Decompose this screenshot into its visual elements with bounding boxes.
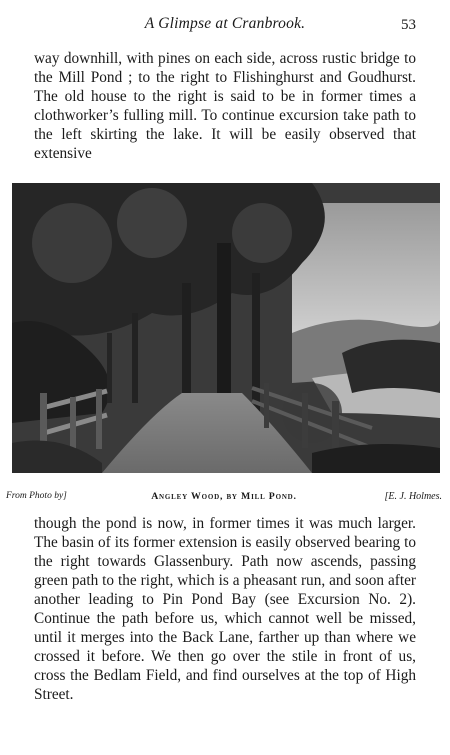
photo-caption: Angley Wood, by Mill Pond. [151,491,297,502]
paragraph-bottom: though the pond is now, in former times it was much larger. The basin of its former extension is easily observed bearing to the right towards Glassenbury. Path now ascends, passing green path to the right, which is a pheasant run, and soon after another leading to Pin Pond Bay (see Excursion No. 2). Continue the path before us, which cannot well be missed, until it merges into the Back Lane, farther up than where we crossed it before. We then go over the stile in front of us, cross the Bedlam Field, and find ourselves at the top of High Street. [34,515,416,703]
woodland-path-photo [12,183,440,473]
running-head [0,14,450,36]
paragraph-top: way downhill, with pines on each side, across rustic bridge to the Mill Pond ; to the right to Flishinghurst and Goudhurst. The old house to the right is said to be in former times a clothworker’s fulling mill. To continue excursion take path to the left skirting the lake. It will be easily observed that extensive [34,50,416,162]
photo-credit-left: From Photo by] [6,491,67,501]
running-title: A Glimpse at Cranbrook. [144,15,306,32]
photo-credit-right: [E. J. Holmes. [384,491,442,502]
page-number: 53 [401,17,416,33]
photograph [12,183,440,473]
photo-caption-row [6,491,442,505]
